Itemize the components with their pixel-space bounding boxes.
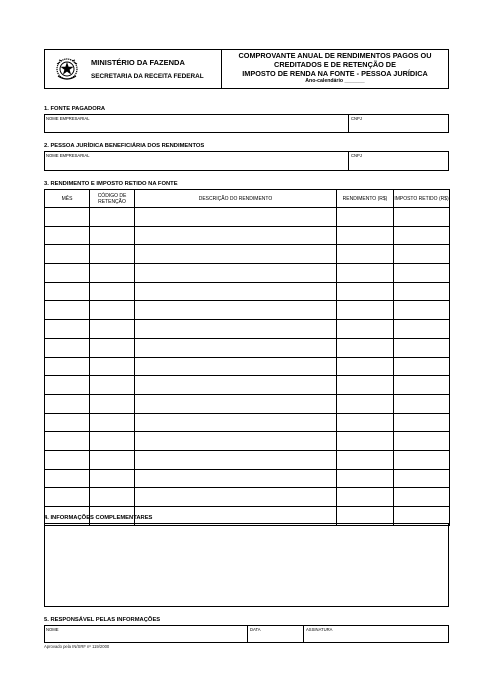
- beneficiary-fields: [44, 151, 449, 171]
- code-cell[interactable]: [90, 432, 135, 451]
- document-title: [222, 51, 448, 79]
- year-label: Ano-calendário _______: [305, 78, 365, 84]
- complementary-info-field[interactable]: [44, 523, 449, 607]
- column-header-code: CÓDIGO DE RETENÇÃO: [90, 190, 135, 208]
- month-cell[interactable]: [45, 488, 90, 507]
- income-cell[interactable]: [337, 469, 394, 488]
- code-cell[interactable]: [90, 208, 135, 227]
- code-cell[interactable]: [90, 413, 135, 432]
- payer-cnpj-field[interactable]: CNPJ: [351, 116, 362, 121]
- code-cell[interactable]: [90, 245, 135, 264]
- code-cell[interactable]: [90, 301, 135, 320]
- income-cell[interactable]: [337, 208, 394, 227]
- tax-cell[interactable]: [394, 488, 450, 507]
- code-cell[interactable]: [90, 376, 135, 395]
- income-cell[interactable]: [337, 301, 394, 320]
- section-4-title: 4. INFORMAÇÕES COMPLEMENTARES: [44, 515, 153, 521]
- description-cell[interactable]: [135, 264, 337, 283]
- month-cell[interactable]: [45, 469, 90, 488]
- description-cell[interactable]: [135, 469, 337, 488]
- table-row: [45, 413, 450, 432]
- tax-cell[interactable]: [394, 282, 450, 301]
- month-cell[interactable]: [45, 245, 90, 264]
- responsible-fields: [44, 625, 449, 643]
- table-row: [45, 450, 450, 469]
- title-line-3: IMPOSTO DE RENDA NA FONTE - PESSOA JURÍDICA: [242, 69, 428, 79]
- description-cell[interactable]: [135, 432, 337, 451]
- code-cell[interactable]: [90, 282, 135, 301]
- ministry-name: MINISTÉRIO DA FAZENDA: [91, 58, 185, 67]
- tax-cell[interactable]: [394, 264, 450, 283]
- section-2-title: 2. PESSOA JURÍDICA BENEFICIÁRIA DOS RENDIMENTOS: [44, 143, 205, 149]
- code-cell[interactable]: [90, 469, 135, 488]
- month-cell[interactable]: [45, 432, 90, 451]
- table-row: [45, 226, 450, 245]
- tax-cell[interactable]: [394, 208, 450, 227]
- month-cell[interactable]: [45, 264, 90, 283]
- table-row: [45, 301, 450, 320]
- income-table: [44, 189, 450, 526]
- responsible-name-field[interactable]: NOME: [46, 627, 59, 632]
- tax-cell[interactable]: [394, 432, 450, 451]
- table-row: [45, 394, 450, 413]
- month-cell[interactable]: [45, 413, 90, 432]
- tax-cell[interactable]: [394, 394, 450, 413]
- column-header-month: MÊS: [45, 190, 90, 208]
- month-cell[interactable]: [45, 357, 90, 376]
- header-ministry-box: [44, 49, 222, 89]
- field-divider: [348, 152, 349, 170]
- table-row: [45, 357, 450, 376]
- income-cell[interactable]: [337, 226, 394, 245]
- table-row: [45, 488, 450, 507]
- description-cell[interactable]: [135, 320, 337, 339]
- income-cell[interactable]: [337, 320, 394, 339]
- column-header-description: DESCRIÇÃO DO RENDIMENTO: [135, 190, 337, 208]
- description-cell[interactable]: [135, 450, 337, 469]
- month-cell[interactable]: [45, 226, 90, 245]
- field-divider: [348, 115, 349, 132]
- description-cell[interactable]: [135, 376, 337, 395]
- table-row: [45, 208, 450, 227]
- month-cell[interactable]: [45, 301, 90, 320]
- tax-cell[interactable]: [394, 413, 450, 432]
- income-cell[interactable]: [337, 338, 394, 357]
- description-cell[interactable]: [135, 488, 337, 507]
- beneficiary-name-field[interactable]: NOME EMPRESARIAL: [46, 153, 90, 158]
- table-row: [45, 432, 450, 451]
- month-cell[interactable]: [45, 376, 90, 395]
- income-cell[interactable]: [337, 413, 394, 432]
- tax-cell[interactable]: [394, 338, 450, 357]
- month-cell[interactable]: [45, 282, 90, 301]
- description-cell[interactable]: [135, 301, 337, 320]
- table-row: [45, 282, 450, 301]
- description-cell[interactable]: [135, 245, 337, 264]
- tax-cell[interactable]: [394, 357, 450, 376]
- table-row: [45, 338, 450, 357]
- code-cell[interactable]: [90, 394, 135, 413]
- income-cell[interactable]: [337, 245, 394, 264]
- income-table-header: [45, 190, 450, 208]
- table-row: [45, 264, 450, 283]
- income-cell[interactable]: [337, 282, 394, 301]
- column-header-tax: IMPOSTO RETIDO (R$): [394, 190, 450, 208]
- field-divider: [247, 626, 248, 642]
- date-field[interactable]: DATA: [250, 627, 261, 632]
- code-cell[interactable]: [90, 320, 135, 339]
- income-cell[interactable]: [337, 394, 394, 413]
- income-cell[interactable]: [337, 264, 394, 283]
- table-row: [45, 376, 450, 395]
- section-1-title: 1. FONTE PAGADORA: [44, 106, 106, 112]
- payer-name-field[interactable]: NOME EMPRESARIAL: [46, 116, 90, 121]
- beneficiary-cnpj-field[interactable]: CNPJ: [351, 153, 362, 158]
- table-row: [45, 245, 450, 264]
- income-cell[interactable]: [337, 488, 394, 507]
- description-cell[interactable]: [135, 338, 337, 357]
- month-cell[interactable]: [45, 450, 90, 469]
- title-line-2: CREDITADOS E DE RETENÇÃO DE: [274, 60, 396, 70]
- code-cell[interactable]: [90, 450, 135, 469]
- income-cell[interactable]: [337, 450, 394, 469]
- description-cell[interactable]: [135, 282, 337, 301]
- income-cell[interactable]: [337, 376, 394, 395]
- coat-of-arms-icon: [55, 56, 79, 82]
- month-cell[interactable]: [45, 320, 90, 339]
- tax-cell[interactable]: [394, 450, 450, 469]
- income-cell[interactable]: [337, 357, 394, 376]
- code-cell[interactable]: [90, 226, 135, 245]
- tax-cell[interactable]: [394, 245, 450, 264]
- title-line-1: COMPROVANTE ANUAL DE RENDIMENTOS PAGOS OU: [238, 51, 432, 60]
- payer-fields: [44, 114, 449, 133]
- code-cell[interactable]: [90, 264, 135, 283]
- month-cell[interactable]: [45, 338, 90, 357]
- field-divider: [303, 626, 304, 642]
- section-3-title: 3. RENDIMENTO E IMPOSTO RETIDO NA FONTE: [44, 181, 178, 187]
- signature-field[interactable]: ASSINATURA: [306, 627, 333, 632]
- description-cell[interactable]: [135, 226, 337, 245]
- description-cell[interactable]: [135, 357, 337, 376]
- table-row: [45, 469, 450, 488]
- month-cell[interactable]: [45, 208, 90, 227]
- tax-cell[interactable]: [394, 376, 450, 395]
- secretariat-name: SECRETARIA DA RECEITA FEDERAL: [91, 73, 204, 80]
- header-title-box: [221, 49, 449, 89]
- tax-cell[interactable]: [394, 226, 450, 245]
- code-cell[interactable]: [90, 338, 135, 357]
- income-cell[interactable]: [337, 432, 394, 451]
- month-cell[interactable]: [45, 394, 90, 413]
- description-cell[interactable]: [135, 394, 337, 413]
- section-5-title: 5. RESPONSÁVEL PELAS INFORMAÇÕES: [44, 617, 161, 623]
- description-cell[interactable]: [135, 208, 337, 227]
- tax-cell[interactable]: [394, 320, 450, 339]
- tax-cell[interactable]: [394, 301, 450, 320]
- column-header-income: RENDIMENTO (R$): [337, 190, 394, 208]
- tax-cell[interactable]: [394, 469, 450, 488]
- code-cell[interactable]: [90, 488, 135, 507]
- approval-note: Aprovado pela IN/SRF nº 119/2000: [44, 644, 110, 649]
- code-cell[interactable]: [90, 357, 135, 376]
- description-cell[interactable]: [135, 413, 337, 432]
- table-row: [45, 320, 450, 339]
